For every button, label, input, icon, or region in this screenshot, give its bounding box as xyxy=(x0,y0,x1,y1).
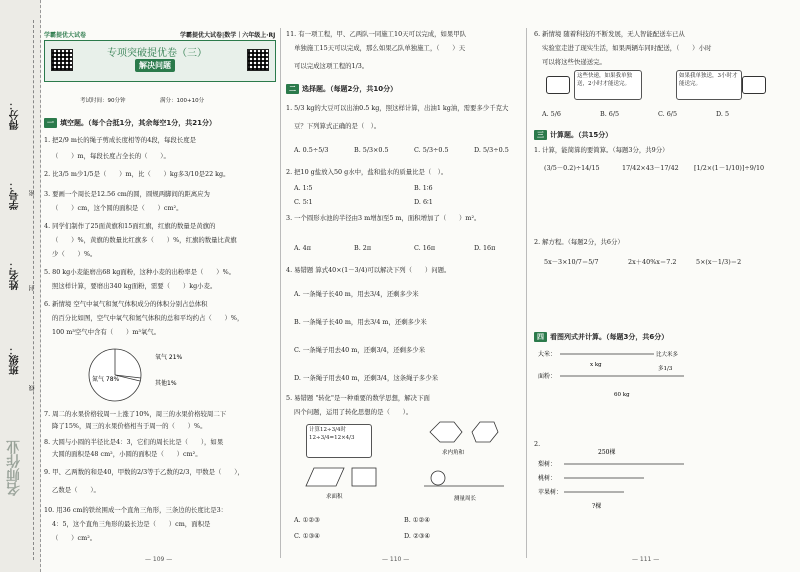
choice-2-option-c[interactable]: C. 5∶1 xyxy=(294,198,313,206)
class-label: 班级： xyxy=(10,345,21,375)
question-5: 5. 80 kg小麦能磨出68 kg面粉，这种小麦的出粉率是（ ）%。 xyxy=(44,268,236,276)
choice-4-option-d[interactable]: D. 一条绳子用去40 m，还剩3/4，这条绳子多少米 xyxy=(294,374,439,382)
name-label: 姓名： xyxy=(10,260,21,290)
figure-polygon xyxy=(420,418,500,458)
question-4-c: 少（ ）%。 xyxy=(52,250,97,258)
figure-calc-text: 计算12÷3/4时 xyxy=(309,427,346,433)
choice-6-b: 实验室走进了现实生活，如果两辆车同时配送，（ ）小时 xyxy=(542,44,712,52)
diagram-2-number: 2. xyxy=(534,440,541,448)
figure-calc-formula: 12÷3/4=12×4/3 xyxy=(309,434,355,441)
figure-measure-caption: 测量周长 xyxy=(454,496,477,502)
pie-label-nitrogen: 氮气 78% xyxy=(92,376,120,383)
speech-bubble-2: 如果我单独送，3小时才能送完。 xyxy=(676,70,742,100)
choice-4-option-a[interactable]: A. 一条绳子长40 m，用去3/4，还剩多少米 xyxy=(294,290,419,298)
question-6-b: 的百分比如图，空气中氧气和氮气体积的总和平均约占（ ）%， xyxy=(52,314,244,322)
diagram-1-fraction: 多1/3 xyxy=(658,366,673,372)
pie-label-other: 其他1% xyxy=(155,380,177,387)
exam-score: 满分：100+10分 xyxy=(160,98,205,104)
title-banner xyxy=(44,40,276,82)
question-11-b: 单独施工15天可以完成，那么如果乙队单独施工，（ ）天 xyxy=(294,44,466,52)
delivery-robot-icon xyxy=(546,76,570,94)
id-label: 学号： xyxy=(10,180,21,210)
figure-polygon-caption: 求内角和 xyxy=(442,450,465,456)
calc-2: 2. 解方程。（每题2分，共6分） xyxy=(534,238,624,246)
page-number-right: — 111 — xyxy=(632,556,660,563)
measure-circle xyxy=(431,471,445,485)
choice-3: 3. 一个圆形水池的半径由3 m增加至5 m，面积增加了（ ）m²。 xyxy=(286,214,481,222)
question-11: 11. 有一项工程，甲、乙两队一同施工10天可以完成，如果甲队 xyxy=(286,30,467,38)
banner-title: 专项突破提优卷（三） xyxy=(107,48,207,59)
air-pie-chart xyxy=(80,345,210,405)
calc-2-item-1: 5x－3×10/7＝5/7 xyxy=(544,258,599,266)
seal-mark-2: 封 xyxy=(29,285,36,291)
section-fill-blank: 一 填空题。（每个合抵1分，其余每空1分，共21分） xyxy=(44,118,216,128)
qr-code-icon xyxy=(247,49,269,71)
exam-time: 考试时间：90分钟 xyxy=(80,98,126,104)
choice-3-option-d[interactable]: D. 16π xyxy=(474,244,496,252)
qr-code-icon xyxy=(51,49,73,71)
choice-5-option-d[interactable]: D. ②③④ xyxy=(404,532,431,540)
choice-3-option-c[interactable]: C. 16π xyxy=(414,244,436,252)
choice-6: 6. 新情境 随着科技的不断发展，无人智能配送车已从 xyxy=(534,30,685,38)
series-name: 学霸提优大试卷 xyxy=(44,32,87,39)
page-number-middle: — 110 — xyxy=(382,556,410,563)
parallelogram-shape xyxy=(306,468,344,486)
section-choice: 二 选择题。（每题2分，共10分） xyxy=(286,84,397,94)
choice-1-b: 豆？下列算式正确的是（ ）。 xyxy=(294,122,381,130)
question-9: 9. 甲、乙两数的和是40，甲数的2/3等于乙数的2/3，甲数是（ ）， xyxy=(44,468,244,476)
rectangle-shape xyxy=(352,468,376,486)
question-5-b: 照这样计算，要磨出340 kg面粉，需要（ ）kg小麦。 xyxy=(52,282,217,290)
choice-6-c: 可以将这些快递送完。 xyxy=(542,58,606,66)
diagram-2-total: 250棵 xyxy=(598,449,616,456)
hexagon-split-shape xyxy=(472,422,498,442)
question-3-b: （ ）cm，这个圆的面积是（ ）cm²。 xyxy=(52,204,183,212)
diagram-1-more: 比大米多 xyxy=(656,352,679,358)
question-11-c: 可以完成这项工程的1/3。 xyxy=(294,62,369,70)
choice-1-option-b[interactable]: B. 5/3×0.5 xyxy=(354,146,389,154)
choice-5: 5. 易错题 "转化"是一种重要的数学思想，解决下面 xyxy=(286,394,430,402)
choice-2: 2. 把10 g盐放入50 g水中，盐和盐水的质量比是（ ）。 xyxy=(286,168,448,176)
choice-1-option-c[interactable]: C. 5/3÷0.5 xyxy=(414,146,449,154)
banner-subtitle: 解决问题 xyxy=(135,59,175,72)
question-10-b: 4：5，这个直角三角形的最长边是（ ）cm，面积是 xyxy=(52,520,211,528)
logo-mark: 名师作业 xyxy=(6,440,22,496)
hexagon-shape xyxy=(430,422,462,442)
question-3: 3. 要画一个周长是12.56 cm的圆，圆规两脚间的距离应为 xyxy=(44,190,210,198)
figure-calc-box xyxy=(306,424,372,458)
section-calculation: 三 计算题。（共15分） xyxy=(534,130,612,140)
diagram-2-label-apple: 苹果树： xyxy=(538,489,563,496)
diagram-2-label-pear: 梨树： xyxy=(538,461,557,468)
choice-6-option-b[interactable]: B. 6/5 xyxy=(600,110,620,118)
diagram-2-unknown: ?棵 xyxy=(592,503,602,510)
choice-3-option-b[interactable]: B. 2π xyxy=(354,244,372,252)
diagram-2-label-peach: 桃树： xyxy=(538,475,557,482)
diagram-1-unknown: x kg xyxy=(590,362,602,368)
choice-5-b: 四个问题，运用了转化思想的是（ ）。 xyxy=(294,408,413,416)
calc-1-item-2: 17/42×43－17/42 xyxy=(622,164,679,172)
delivery-robot-icon xyxy=(742,76,766,94)
choice-5-option-c[interactable]: C. ①③④ xyxy=(294,532,320,540)
choice-5-option-a[interactable]: A. ①②③ xyxy=(294,516,320,524)
choice-4-option-b[interactable]: B. 一条绳子长40 m，用去3/4 m，还剩多少米 xyxy=(294,318,427,326)
question-1: 1. 把2/9 m长的绳子剪成长度相等的4段，每段长度是 xyxy=(44,136,196,144)
column-divider xyxy=(526,28,527,558)
choice-6-option-c[interactable]: C. 6/5 xyxy=(658,110,678,118)
calc-2-item-3: 5×(x－1/3)＝2 xyxy=(696,258,742,266)
choice-1: 1. 5/3 kg的大豆可以出油0.5 kg，照这样计算，出油1 kg油，需要多少千克大 xyxy=(286,104,509,112)
calc-2-item-2: 2x＋40%x＝7.2 xyxy=(628,258,677,266)
diagram-fruit-trees xyxy=(534,446,784,516)
choice-1-option-a[interactable]: A. 0.5÷5/3 xyxy=(294,146,329,154)
question-8: 8. 大圆与小圆的半径比是4：3，它们的周长比是（ ），如果 xyxy=(44,438,224,446)
choice-2-option-a[interactable]: A. 1∶5 xyxy=(294,184,313,192)
calc-1-item-1: (3/5－0.2)÷14/15 xyxy=(544,164,600,172)
question-7-b: 降了15%，周三的水果价格相当于周一的（ ）%。 xyxy=(52,422,207,430)
diagram-1-label-rice: 大米： xyxy=(538,351,557,358)
choice-6-option-d[interactable]: D. 5 xyxy=(716,110,730,118)
question-7: 7. 周二的水果价格较周一上涨了10%，周三的水果价格较周二下 xyxy=(44,410,227,418)
choice-5-option-b[interactable]: B. ①②④ xyxy=(404,516,430,524)
choice-6-option-a[interactable]: A. 5/6 xyxy=(542,110,561,118)
section-diagram: 四 看图列式并计算。（每题3分，共6分） xyxy=(534,332,668,342)
calc-1-item-3: [1/2×(1－1/10)]÷9/10 xyxy=(694,164,765,172)
choice-1-option-d[interactable]: D. 5/3÷0.5 xyxy=(474,146,509,154)
choice-2-option-b[interactable]: B. 1∶6 xyxy=(414,184,433,192)
speech-bubble-1: 这些快递，如果我单独送，2小时才能送完。 xyxy=(574,70,642,100)
choice-4-option-c[interactable]: C. 一条绳子用去40 m，还剩3/4，还剩多少米 xyxy=(294,346,426,354)
question-6: 6. 新情境 空气中氧气和氮气体积成分的体积分别占总体积 xyxy=(44,300,208,308)
seal-mark-1: 密 xyxy=(29,190,36,196)
diagram-1-label-flour: 面粉： xyxy=(538,373,557,380)
question-1-b: （ ）m，每段长度占全长的（ ）。 xyxy=(52,152,170,160)
calc-1: 1. 计算，能简算的要简算。（每题3分，共9分） xyxy=(534,146,669,154)
question-10: 10. 用36 cm的铁丝围成一个直角三角形，三条边的长度比是3： xyxy=(44,506,228,514)
diagram-1-total: 60 kg xyxy=(614,392,630,398)
question-4: 4. 同学们制作了25面黄旗和15面红旗，红旗的数量是黄旗的 xyxy=(44,222,216,230)
question-4-b: （ ）%，黄旗的数量比红旗多（ ）%，红旗的数量比黄旗 xyxy=(52,236,237,244)
diagram-rice-flour xyxy=(534,346,784,406)
running-header: 学霸提优大试卷|数学｜六年级上·RJ xyxy=(180,32,276,39)
question-10-c: （ ）cm²。 xyxy=(52,534,97,542)
question-8-b: 大圆的面积是48 cm²，小圆的面积是（ ）cm²。 xyxy=(52,450,202,458)
column-divider xyxy=(280,28,281,558)
pie-label-oxygen: 氧气 21% xyxy=(155,354,183,361)
question-6-c: 100 m³空气中含有（ ）m³氧气。 xyxy=(52,328,161,336)
choice-3-option-a[interactable]: A. 4π xyxy=(294,244,311,252)
choice-2-option-d[interactable]: D. 6∶1 xyxy=(414,198,433,206)
figure-area xyxy=(300,462,380,502)
question-9-b: 乙数是（ ）。 xyxy=(52,486,100,494)
figure-measure xyxy=(418,468,508,506)
choice-4: 4. 易错题 算式40×(1－3/4)可以解决下列（ ）问题。 xyxy=(286,266,451,274)
page-number-left: — 109 — xyxy=(145,556,173,563)
score-label: 得分： xyxy=(10,100,21,130)
figure-area-caption: 求面积 xyxy=(326,494,343,500)
seal-mark-3: 线 xyxy=(29,385,36,391)
question-2: 2. 比3/5 m少1/5是（ ）m，比（ ）kg多3/10是22 kg。 xyxy=(44,170,230,178)
